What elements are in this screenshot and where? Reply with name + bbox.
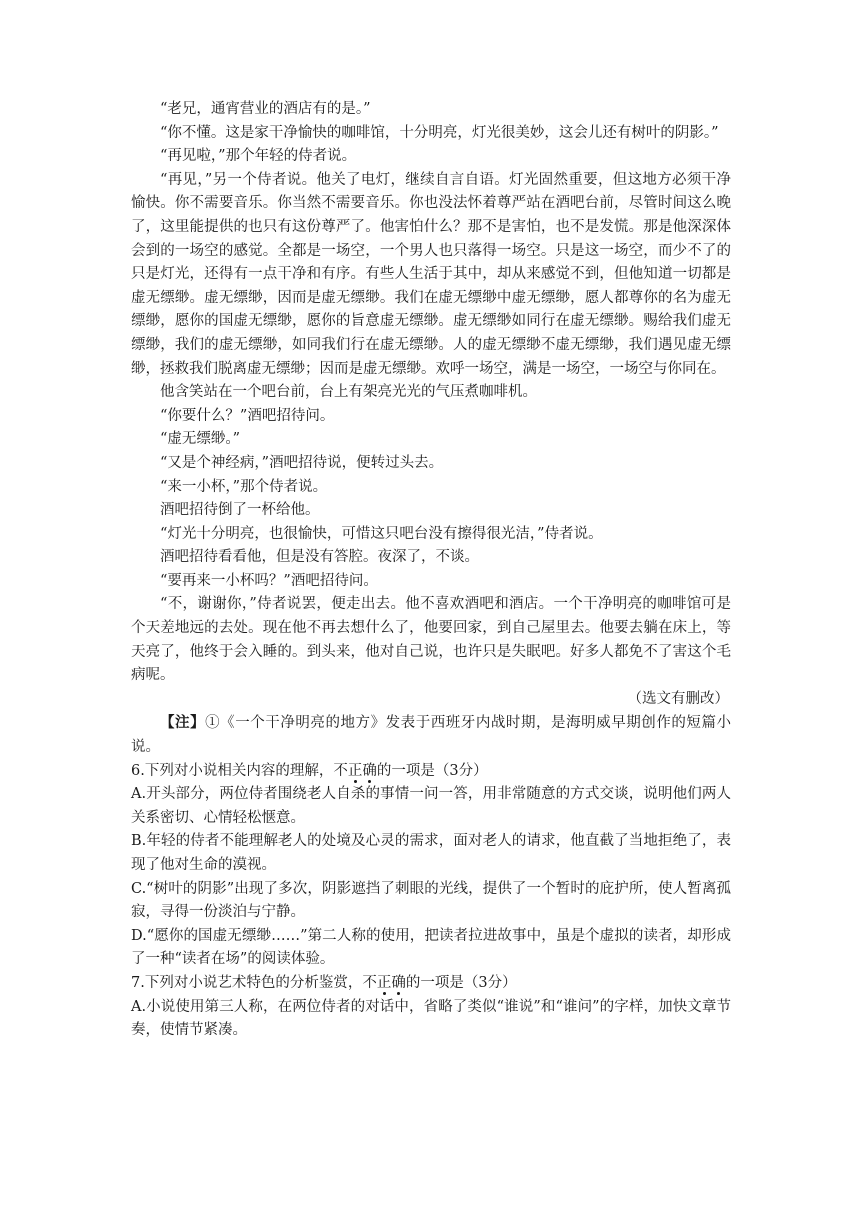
story-paragraph: “又是个神经病，”酒吧招待说，便转过头去。 [160, 454, 444, 471]
story-paragraph: “老兄，通宵营业的酒店有的是。” [160, 101, 371, 117]
story-paragraph: “再见啦，”那个年轻的侍者说。 [160, 148, 357, 165]
question-stem-text: 7.下列对小说艺术特色的分析鉴赏， [131, 974, 363, 991]
story-paragraph: “再见，”另一个侍者说。他关了电灯，继续自言自语。灯光固然重要，但这地方必须干净愉快。你不需要音乐。你当然不需要音乐。你也没法怀着尊严站在酒吧台前，尽管时间这么晚了，这里能提供的也只有这份尊严了。他害怕什么？那不是害怕，也不是发慌。那是他深深体会到的一场空的感觉。全都是一场空，一个男人也只落得一场空。只是这一场空，而少不了的只是灯光，还得有一点干净和有序。有些人生活于其中，却从来感觉不到，但他知道一切都是虚无缥缈。虚无缥缈，因而是虚无缥缈。我们在虚无缥缈中虚无缥缈，愿人都尊你的名为虚无缥缈，愿你的国虚无缥缈，愿你的旨意虚无缥缈。虚无缥缈如同行在虚无缥缈。赐给我们虚无缥缈，我们的虚无缥缈，如同我们行在虚无缥缈。人的虚无缥缈不虚无缥缈，我们遇见虚无缥缈，拯救我们脱离虚无缥缈；因而是虚无缥缈。欢呼一场空，满是一场空，一场空与你同在。 [131, 171, 731, 377]
story-paragraph: 酒吧招待看看他，但是没有答腔。夜深了，不谈。 [160, 549, 479, 566]
story-paragraph: “你要什么？”酒吧招待问。 [160, 407, 335, 424]
source-note: （选文有删改） [627, 690, 729, 707]
story-paragraph: “灯光十分明亮，也很愉快，可惜这只吧台没有擦得很光洁，”侍者说。 [160, 525, 603, 542]
question-6-stem [131, 760, 731, 784]
story-paragraph: 酒吧招待倒了一杯给他。 [160, 502, 320, 519]
question-7-option-a: A.小说使用第三人称，在两位侍者的对话中，省略了类似“谁说”和“谁问”的字样，加快文章节奏，使情节紧凑。 [131, 998, 731, 1039]
footnote-tag: 【注】 [160, 714, 206, 732]
footnote [131, 711, 731, 759]
story-paragraph: “虚无缥缈。” [160, 431, 241, 448]
reading-text [131, 98, 731, 1043]
story-paragraph: “要再来一小杯吗？”酒吧招待问。 [160, 572, 378, 589]
question-stem-text: 6.下列对小说相关内容的理解， [131, 762, 334, 779]
story-paragraph: “不，谢谢你，”侍者说罢，便走出去。他不喜欢酒吧和酒店。一个干净明亮的咖啡馆可是个天差地远的去处。现在他不再去想什么了，他要回家，到自己屋里去。他要去躺在床上，等天亮了，他终于会入睡的。到头来，他对自己说，也许只是失眠吧。好多人都免不了害这个毛病呢。 [131, 596, 731, 684]
emphasis-dotted: 不正确 [362, 974, 406, 991]
question-6-option-a: A.开头部分，两位侍者围绕老人自杀的事情一问一答，用非常随意的方式交谈，说明他们两人关系密切、心情轻松惬意。 [131, 786, 731, 826]
story-paragraph: “来一小杯，”那个侍者说。 [160, 478, 328, 495]
question-7-stem [131, 972, 731, 996]
question-stem-text: 的一项是（3分） [405, 974, 517, 991]
emphasis-dotted: 不正确 [333, 762, 377, 779]
question-stem-text: 的一项是（3分） [376, 762, 488, 779]
story-paragraph: 他含笑站在一个吧台前，台上有架亮光光的气压煮咖啡机。 [160, 384, 537, 401]
story-paragraph: “你不懂。这是家干净愉快的咖啡馆，十分明亮，灯光很美妙，这会儿还有树叶的阴影。” [160, 124, 719, 141]
question-6-option-b: B.年轻的侍者不能理解老人的处境及心灵的需求，面对老人的请求，他直截了当地拒绝了，表现了他对生命的漠视。 [131, 833, 731, 873]
question-6-option-d: D.“愿你的国虚无缥缈……”第二人称的使用，把读者拉进故事中，虽是个虚拟的读者，却形成了一种“读者在场”的阅读体验。 [131, 927, 731, 968]
question-6-option-c: C.“树叶的阴影”出现了多次，阴影遮挡了刺眼的光线，提供了一个暂时的庇护所，使人暂离孤寂，寻得一份淡泊与宁静。 [131, 880, 731, 921]
footnote-text: ①《一个干净明亮的地方》发表于西班牙内战时期，是海明威早期创作的短篇小说。 [131, 715, 732, 756]
